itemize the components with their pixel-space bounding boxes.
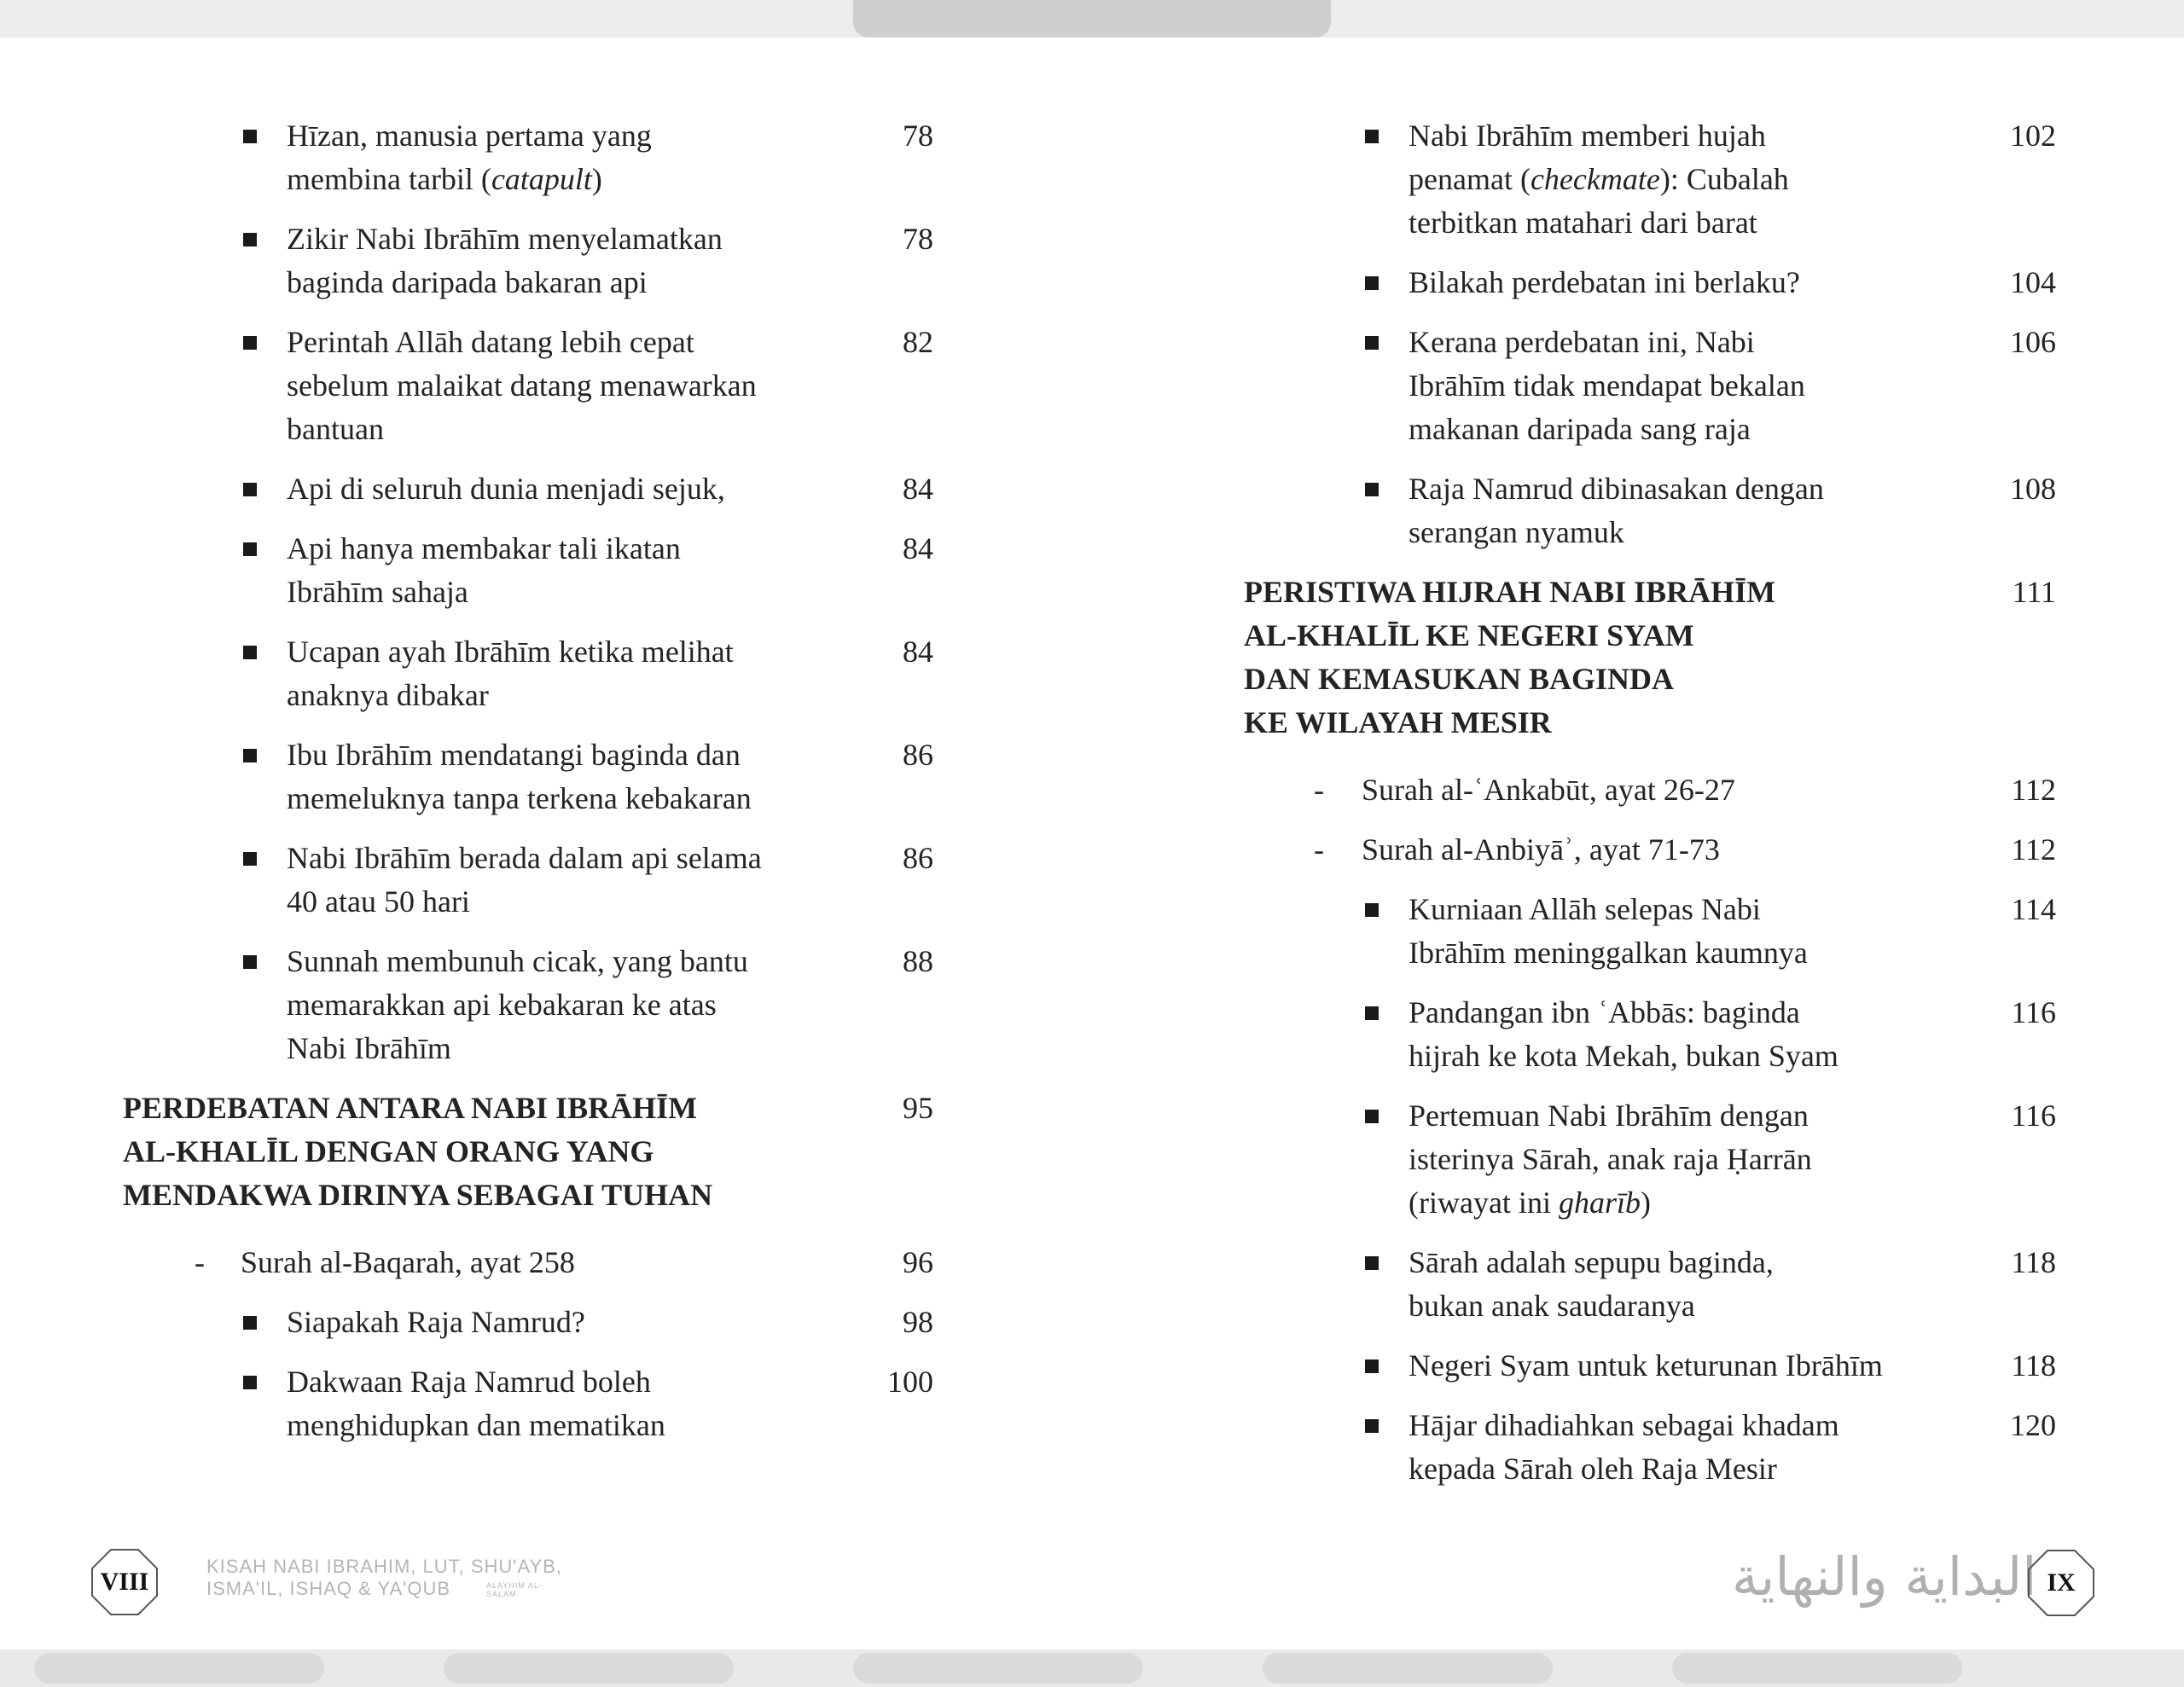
toc-entry-text: sebelum malaikat datang menawarkan xyxy=(287,368,757,403)
toc-entry-text: Sārah adalah sepupu baginda, xyxy=(1409,1245,1774,1279)
square-bullet-icon xyxy=(243,130,257,143)
toc-page-number: 96 xyxy=(903,1245,933,1279)
square-bullet-icon xyxy=(1365,903,1379,917)
square-bullet-icon xyxy=(243,1316,257,1330)
toc-page-number: 108 xyxy=(2010,472,2056,506)
folio-badge-left xyxy=(90,1548,159,1616)
toc-entry-text: Nabi Ibrāhīm berada dalam api selama xyxy=(287,841,762,875)
toc-page-number: 88 xyxy=(903,944,933,978)
square-bullet-icon xyxy=(243,336,257,350)
toc-entry-text: Dakwaan Raja Namrud boleh xyxy=(287,1365,651,1399)
toc-entry-text: isterinya Sārah, anak raja Ḥarrān xyxy=(1409,1142,1812,1176)
square-bullet-icon xyxy=(243,646,257,659)
toc-entry-text: Pertemuan Nabi Ibrāhīm dengan xyxy=(1409,1099,1809,1133)
toc-entry-text: (riwayat ini gharīb) xyxy=(1409,1186,1651,1220)
series-title: KISAH NABI IBRAHIM, LUT, SHU'AYB, ISMA'IL, ISHAQ & YA'QUB xyxy=(206,1556,562,1599)
toc-entry-text: penamat (checkmate): Cubalah xyxy=(1409,162,1789,196)
square-bullet-icon xyxy=(243,955,257,969)
folio-badge-right xyxy=(2027,1549,2095,1617)
toc-page-number: 112 xyxy=(2011,773,2056,807)
toc-page-number: 118 xyxy=(2011,1348,2056,1383)
toc-entry-text: Api di seluruh dunia menjadi sejuk, xyxy=(287,472,725,506)
folio-left: VIII xyxy=(100,1568,149,1596)
toc-entry-text: membina tarbil (catapult) xyxy=(287,162,602,196)
toc-entry-text: Bilakah perdebatan ini berlaku? xyxy=(1409,265,1800,299)
toc-entry-text: Perintah Allāh datang lebih cepat xyxy=(287,325,694,359)
toc-page-number: 100 xyxy=(887,1365,933,1399)
toc-page-number: 84 xyxy=(903,472,933,506)
bottom-ornament-band xyxy=(0,1649,2184,1687)
toc-entry-text: anaknya dibakar xyxy=(287,678,489,712)
toc-entry-text: Api hanya membakar tali ikatan xyxy=(287,531,681,565)
toc-entry-text: Ibu Ibrāhīm mendatangi baginda dan xyxy=(287,738,741,772)
square-bullet-icon xyxy=(243,749,257,762)
toc-entry-text: AL-KHALĪL KE NEGERI SYAM xyxy=(1244,618,1694,652)
toc-entry-text: Pandangan ibn ʿAbbās: baginda xyxy=(1409,995,1800,1029)
toc-page-number: 118 xyxy=(2011,1245,2056,1279)
toc-entry-text: 40 atau 50 hari xyxy=(287,884,470,919)
toc-page-number: 86 xyxy=(903,841,933,875)
toc-entry-text: makanan daripada sang raja xyxy=(1409,412,1751,446)
toc-page-number: 82 xyxy=(903,325,933,359)
arabic-calligraphy-title: البداية والنهاية xyxy=(1732,1545,2037,1608)
square-bullet-icon xyxy=(243,542,257,556)
toc-entry-text: Zikir Nabi Ibrāhīm menyelamatkan xyxy=(287,222,723,256)
toc-page-number: 116 xyxy=(2011,1099,2056,1133)
toc-entry-text: menghidupkan dan mematikan xyxy=(287,1408,665,1442)
toc-entry-text: Nabi Ibrāhīm memberi hujah xyxy=(1409,119,1766,153)
toc-entry-text: KE WILAYAH MESIR xyxy=(1244,705,1552,739)
left-footer xyxy=(90,1544,688,1620)
toc-page-number: 111 xyxy=(2012,575,2056,609)
toc-page-number: 102 xyxy=(2010,119,2056,153)
toc-page-number: 116 xyxy=(2011,995,2056,1029)
toc-entry-text: PERISTIWA HIJRAH NABI IBRĀHĪM xyxy=(1244,575,1776,609)
dash-marker: - xyxy=(195,1245,205,1279)
square-bullet-icon xyxy=(243,852,257,866)
toc-page-number: 78 xyxy=(903,119,933,153)
square-bullet-icon xyxy=(1365,1110,1379,1123)
square-bullet-icon xyxy=(243,233,257,246)
toc-entry-text: Siapakah Raja Namrud? xyxy=(287,1305,585,1339)
toc-entry-text: hijrah ke kota Mekah, bukan Syam xyxy=(1409,1039,1838,1073)
toc-page-number: 114 xyxy=(2011,892,2056,926)
toc-entry-text: Ibrāhīm tidak mendapat bekalan xyxy=(1409,368,1805,403)
toc-page-number: 106 xyxy=(2010,325,2056,359)
toc-entry-text: Raja Namrud dibinasakan dengan xyxy=(1409,472,1824,506)
toc-entry-text: memarakkan api kebakaran ke atas xyxy=(287,988,717,1022)
folio-right: IX xyxy=(2047,1568,2076,1597)
toc-entry-text: Nabi Ibrāhīm xyxy=(287,1031,451,1065)
toc-entry-text: Kurniaan Allāh selepas Nabi xyxy=(1409,892,1761,926)
bottom-ornament xyxy=(853,1653,1143,1684)
toc-entry-text: Ucapan ayah Ibrāhīm ketika melihat xyxy=(287,635,734,669)
toc-page-number: 98 xyxy=(903,1305,933,1339)
square-bullet-icon xyxy=(1365,130,1379,143)
top-ornament xyxy=(853,0,1331,38)
toc-page-number: 112 xyxy=(2011,832,2056,867)
series-suffix: ALAYHIM AL-SALAM xyxy=(486,1581,543,1598)
toc-entry-text: Negeri Syam untuk keturunan Ibrāhīm xyxy=(1409,1348,1883,1383)
toc-entry-text: Sunnah membunuh cicak, yang bantu xyxy=(287,944,748,978)
toc-entry-text: Surah al-Baqarah, ayat 258 xyxy=(241,1245,575,1279)
toc-entry-text: PERDEBATAN ANTARA NABI IBRĀHĪM xyxy=(123,1091,698,1125)
square-bullet-icon xyxy=(1365,1419,1379,1433)
bottom-ornament xyxy=(1263,1653,1553,1684)
toc-entry-text: AL-KHALĪL DENGAN ORANG YANG xyxy=(123,1134,654,1168)
toc-entry-text: Ibrāhīm meninggalkan kaumnya xyxy=(1409,936,1808,970)
toc-page-number: 104 xyxy=(2010,265,2056,299)
toc-entry-text: Hājar dihadiahkan sebagai khadam xyxy=(1409,1408,1839,1442)
toc-page-number: 120 xyxy=(2010,1408,2056,1442)
toc-page-number: 84 xyxy=(903,531,933,565)
toc-page-number: 86 xyxy=(903,738,933,772)
square-bullet-icon xyxy=(1365,483,1379,496)
dash-marker: - xyxy=(1314,832,1324,867)
square-bullet-icon xyxy=(1365,1006,1379,1020)
square-bullet-icon xyxy=(1365,1256,1379,1270)
toc-entry-text: Surah al-Anbiyāʾ, ayat 71-73 xyxy=(1362,832,1720,867)
toc-entry-text: DAN KEMASUKAN BAGINDA xyxy=(1244,662,1675,696)
toc-entry-text: Hīzan, manusia pertama yang xyxy=(287,119,652,153)
square-bullet-icon xyxy=(243,483,257,496)
toc-entry-text: bantuan xyxy=(287,412,384,446)
square-bullet-icon xyxy=(1365,1359,1379,1373)
toc-entry-text: kepada Sārah oleh Raja Mesir xyxy=(1409,1452,1777,1486)
square-bullet-icon xyxy=(1365,336,1379,350)
bottom-ornament xyxy=(34,1653,324,1684)
toc-page-number: 78 xyxy=(903,222,933,256)
dash-marker: - xyxy=(1314,773,1324,807)
toc-entry-text: MENDAKWA DIRINYA SEBAGAI TUHAN xyxy=(123,1178,713,1212)
toc-entry-text: Kerana perdebatan ini, Nabi xyxy=(1409,325,1755,359)
toc-entry-text: bukan anak saudaranya xyxy=(1409,1289,1695,1323)
toc-entry-text: serangan nyamuk xyxy=(1409,515,1624,549)
top-ornament-band xyxy=(0,0,2184,41)
bottom-ornament xyxy=(1672,1653,1962,1684)
toc-entry-text: terbitkan matahari dari barat xyxy=(1409,206,1757,240)
toc-page-number: 84 xyxy=(903,635,933,669)
toc-entry-text: baginda daripada bakaran api xyxy=(287,265,648,299)
toc-entry-text: Ibrāhīm sahaja xyxy=(287,575,468,609)
toc-page-number: 95 xyxy=(903,1091,933,1125)
square-bullet-icon xyxy=(1365,276,1379,290)
square-bullet-icon xyxy=(243,1376,257,1389)
toc-entry-text: Surah al-ʿAnkabūt, ayat 26-27 xyxy=(1362,773,1735,807)
toc-entry-text: memeluknya tanpa terkena kebakaran xyxy=(287,781,752,815)
bottom-ornament xyxy=(444,1653,734,1684)
